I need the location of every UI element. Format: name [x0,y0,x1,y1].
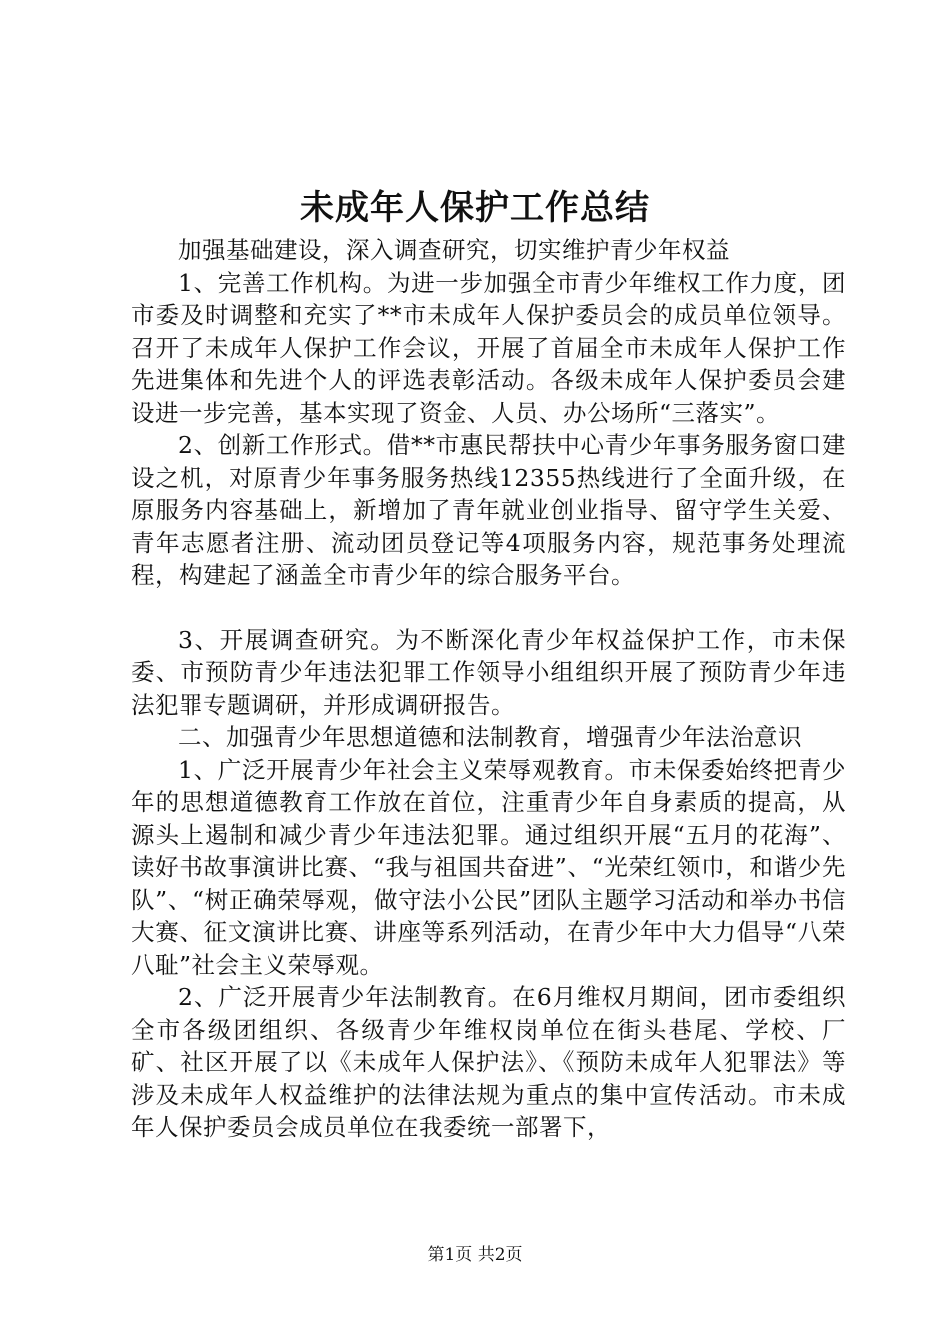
paragraph: 2、广泛开展青少年法制教育。在6月维权月期间，团市委组织全市各级团组织、各级青少年维权岗单位在街头巷尾、学校、厂矿、社区开展了以《未成年人保护法》、《预防未成年人犯罪法》等涉及未成年人权益维护的法律法规为重点的集中宣传活动。市未成年人保护委员会成员单位在我委统一部署下， [131,983,846,1141]
paragraph: 3、开展调查研究。为不断深化青少年权益保护工作，市未保委、市预防青少年违法犯罪工作领导小组组织开展了预防青少年违法犯罪专题调研，并形成调研报告。 [131,625,846,719]
paragraph: 1、广泛开展青少年社会主义荣辱观教育。市未保委始终把青少年的思想道德教育工作放在首位，注重青少年自身素质的提高，从源头上遏制和减少青少年违法犯罪。通过组织开展“五月的花海”、读好书故事演讲比赛、“我与祖国共奋进”、“光荣红领巾，和谐少先队”、“树正确荣辱观，做守法小公民”团队主题学习活动和举办书信大赛、征文演讲比赛、讲座等系列活动，在青少年中大力倡导“八荣八耻”社会主义荣辱观。 [131,755,846,979]
section-heading: 加强基础建设，深入调查研究，切实维护青少年权益 [178,236,730,264]
document-body [131,234,846,1144]
paragraph: 2、创新工作形式。借**市惠民帮扶中心青少年事务服务窗口建设之机，对原青少年事务服务热线12355热线进行了全面升级，在原服务内容基础上，新增加了青年就业创业指导、留守学生关爱、青年志愿者注册、流动团员登记等4项服务内容，规范事务处理流程，构建起了涵盖全市青少年的综合服务平台。 [131,431,846,589]
section-heading: 二、加强青少年思想道德和法制教育，增强青少年法治意识 [178,723,802,751]
document-title: 未成年人保护工作总结 [300,188,650,228]
page-footer: 第1页 共2页 [427,1245,523,1265]
paragraph: 1、完善工作机构。为进一步加强全市青少年维权工作力度，团市委及时调整和充实了**市未成年人保护委员会的成员单位领导。召开了未成年人保护工作会议，开展了首届全市未成年人保护工作先进集体和先进个人的评选表彰活动。各级未成年人保护委员会建设进一步完善，基本实现了资金、人员、办公场所“三落实”。 [131,268,846,427]
